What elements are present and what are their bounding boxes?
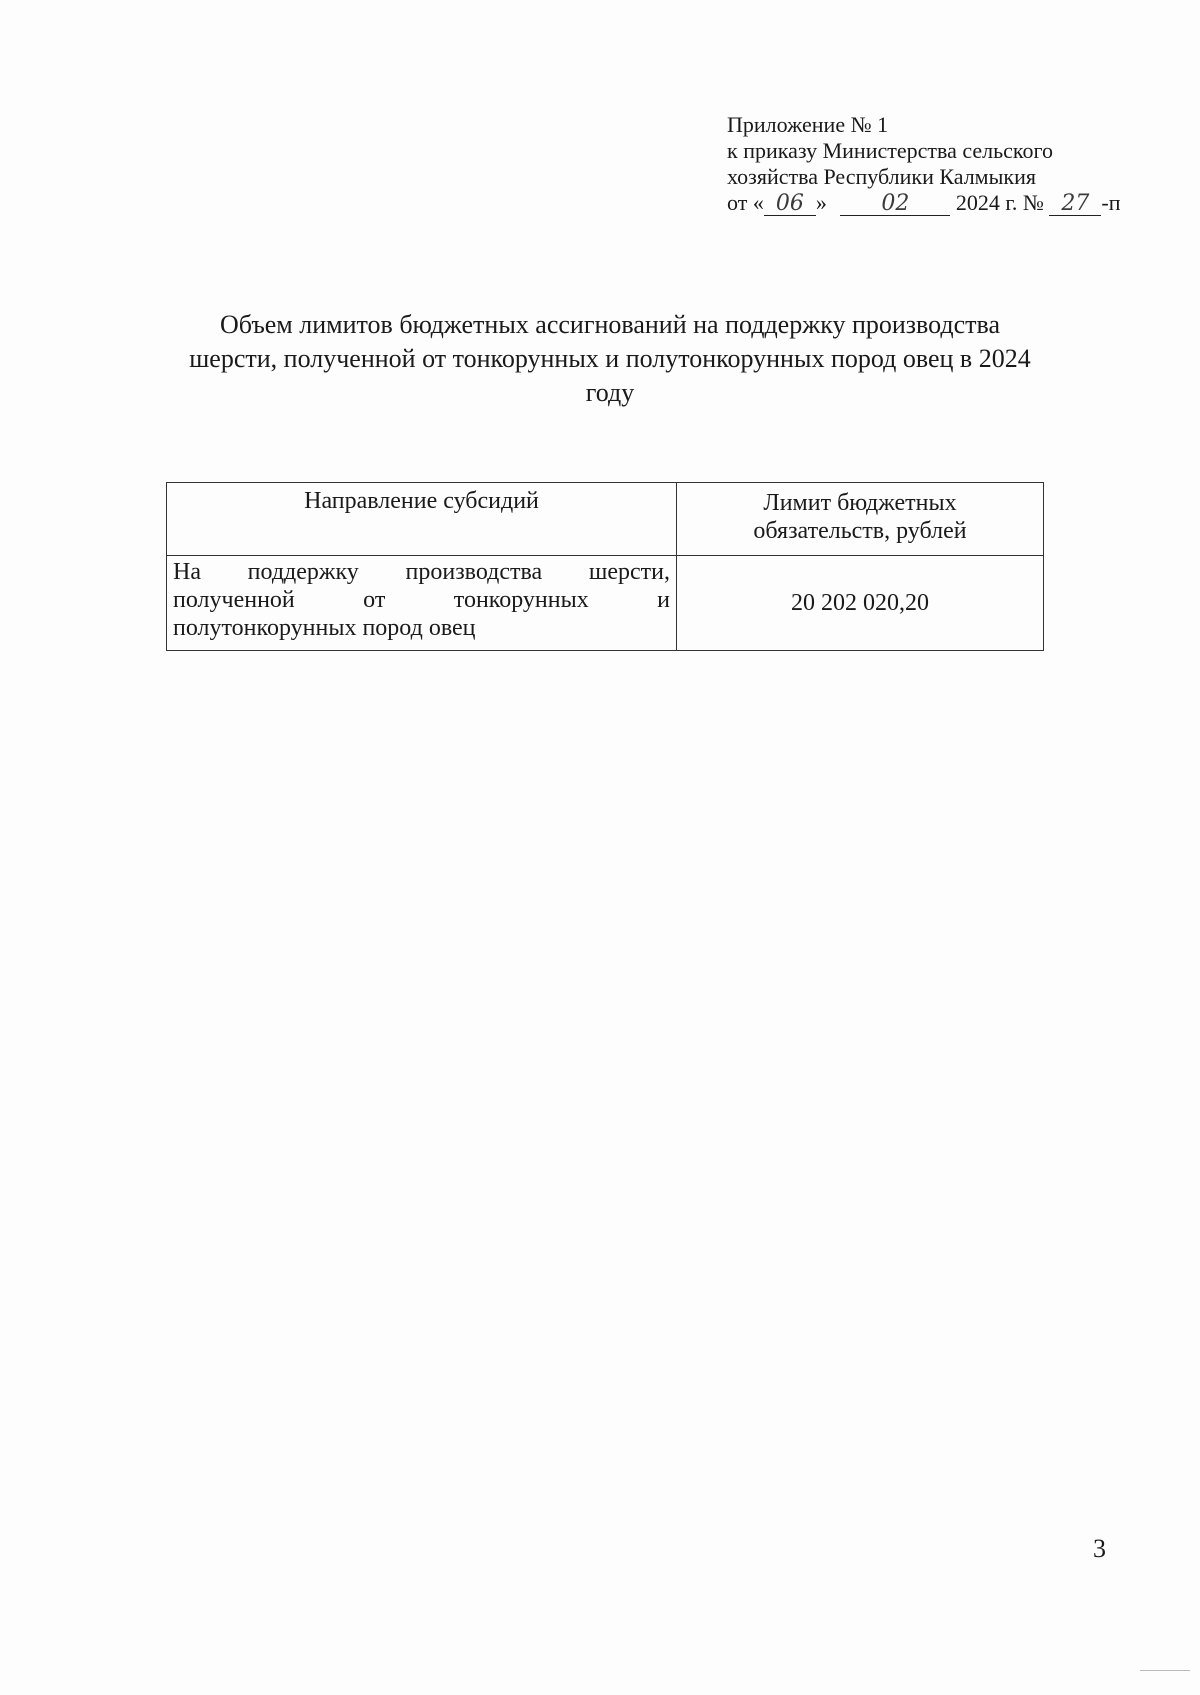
subsidy-limits-table [166, 482, 1044, 651]
document-title [150, 308, 1070, 410]
direction-line-3: полутонкорунных пород овец [173, 615, 476, 641]
date-mid: » [815, 190, 827, 215]
header-limit [677, 483, 1044, 556]
table-header-row [167, 483, 1044, 556]
page-number: 3 [1093, 1534, 1106, 1563]
direction-line-2: полученной от тонкорунных и [173, 587, 670, 613]
order-suffix: -п [1101, 190, 1121, 215]
header-limit-line-2: обязательств, рублей [753, 518, 967, 544]
date-year: 2024 г. № [955, 190, 1044, 215]
title-line-2: шерсти, полученной от тонкорунных и полутонкорунных пород овец в 2024 [189, 344, 1031, 373]
appendix-title: Приложение № 1 [727, 112, 889, 137]
direction-line-1: На поддержку производства шерсти, [173, 559, 670, 585]
footer-divider [1140, 1670, 1190, 1671]
header-direction: Направление субсидий [167, 483, 677, 556]
appendix-header [727, 112, 1147, 216]
title-line-3: году [585, 378, 635, 407]
handwritten-day: 06 [764, 193, 816, 216]
header-limit-line-1: Лимит бюджетных [763, 490, 957, 516]
table-row [167, 556, 1044, 651]
date-prefix: от « [727, 190, 764, 215]
appendix-order-ref: к приказу Министерства сельского [727, 138, 1053, 163]
handwritten-order-number: 27 [1049, 193, 1101, 216]
cell-amount: 20 202 020,20 [677, 556, 1044, 651]
appendix-ministry: хозяйства Республики Калмыкия [727, 164, 1036, 189]
cell-direction [167, 556, 677, 651]
appendix-date-line [727, 190, 1147, 216]
handwritten-month: 02 [840, 193, 950, 216]
title-line-1: Объем лимитов бюджетных ассигнований на поддержку производства [219, 310, 1001, 339]
